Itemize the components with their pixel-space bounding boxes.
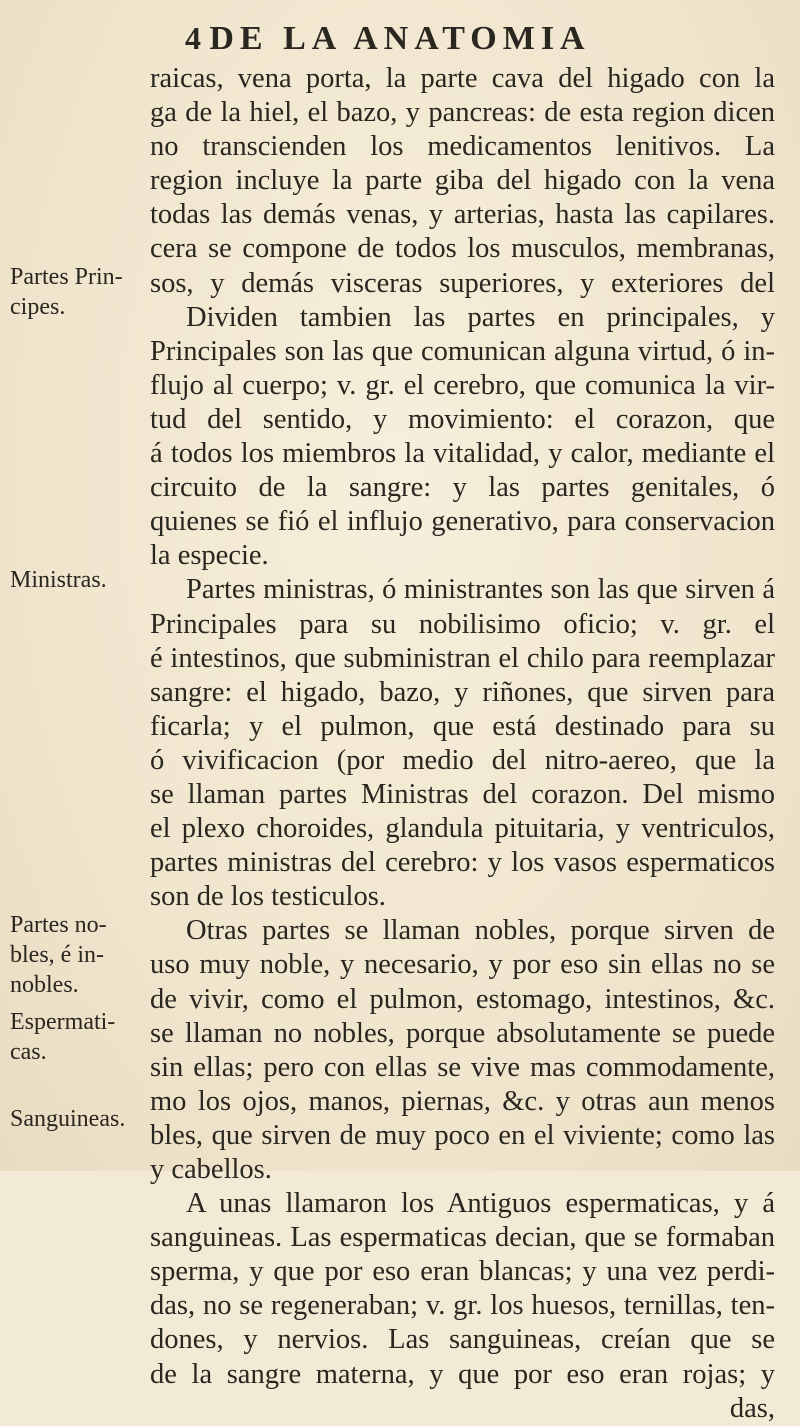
text-line: region incluye la parte giba del higado con la vena [150,165,775,197]
text-line: circuito de la sangre: y las partes genitales, ó [150,472,775,504]
text-line: das, no se regeneraban; v. gr. los huesos, ternillas, ten- [150,1290,775,1322]
sidenote-ministras: Ministras. [10,567,107,593]
text-line: son de los testiculos. [150,881,386,913]
body-text [150,62,775,1426]
text-line: el plexo choroides, glandula pituitaria, y ventriculos, [150,813,775,845]
text-line: sperma, y que por eso eran blancas; y una vez perdi- [150,1256,775,1288]
text-line: das, [729,1392,775,1424]
text-line: se llaman no nobles, porque absolutamente se puede [150,1017,775,1049]
text-line: sangre: el higado, bazo, y riñones, que sirven para [150,676,775,708]
text-line: á todos los miembros la vitalidad, y calor, mediante el [150,438,775,470]
sidenote-espermaticas: Espermati- cas. [10,1009,116,1065]
text-line: A unas llamaron los Antiguos espermaticas, y á [186,1188,775,1220]
text-line: ó vivificacion (por medio del nitro-aereo, que la [150,744,775,776]
text-line: de la sangre materna, y que por eso eran rojas; y [150,1358,775,1390]
text-line: ficarla; y el pulmon, que está destinado para su [150,710,775,742]
text-line: sin ellas; pero con ellas se vive mas commodamente, [150,1051,775,1083]
text-line: Otras partes se llaman nobles, porque sirven de [186,915,775,947]
text-line: todas las demás venas, y arterias, hasta las capilares. [150,199,775,231]
text-line: sanguineas. Las espermaticas decian, que se formaban [150,1222,775,1254]
text-line: se llaman partes Ministras del corazon. Del mismo [150,778,775,810]
text-line: Partes ministras, ó ministrantes son las que sirven á [186,574,775,606]
text-line: no transcienden los medicamentos lenitivos. La [150,131,775,163]
text-line: cera se compone de todos los musculos, membranas, [150,233,775,265]
text-line: de vivir, como el pulmon, estomago, intestinos, &c. [150,983,775,1015]
text-line: tud del sentido, y movimiento: el corazon, que [150,403,775,435]
text-line: y cabellos. [150,1154,272,1185]
text-line: uso muy noble, y necesario, y por eso sin ellas no se [150,949,775,981]
text-line: flujo al cuerpo; v. gr. el cerebro, que comunica la vir- [150,369,775,401]
text-line: Dividen tambien las partes en principales, y [186,301,775,333]
text-line: partes ministras del cerebro: y los vasos espermaticos [150,847,775,879]
text-line: é intestinos, que subministran el chilo para reemplazar [150,642,775,674]
running-title: DE LA ANATOMIA [209,20,591,57]
text-line: ga de la hiel, el bazo, y pancreas: de esta region dicen [150,97,775,129]
page-header [0,18,800,62]
sidenote-sanguineas: Sanguineas. [10,1106,126,1132]
text-line: Principales son las que comunican alguna virtud, ó in- [150,335,775,367]
text-line: dones, y nervios. Las sanguineas, creían que se [150,1324,775,1356]
text-line: quienes se fió el influjo generativo, para conservacion [150,506,775,538]
page-number: 4 [185,20,201,56]
text-line: raicas, vena porta, la parte cava del higado con la [150,63,775,94]
sidenote-partes-no-nobles: Partes no- bles, é in- nobles. [10,912,107,998]
text-line: Principales para su nobilisimo oficio; v. gr. el [150,608,775,640]
text-line: la especie. [150,540,269,572]
text-line: sos, y demás visceras superiores, y exteriores del [150,267,775,299]
text-line: mo los ojos, manos, piernas, &c. y otras aun menos [150,1085,775,1117]
sidenote-partes-principes: Partes Prin- cipes. [10,264,123,320]
text-line: bles, que sirven de muy poco en el viviente; como las [150,1119,775,1151]
